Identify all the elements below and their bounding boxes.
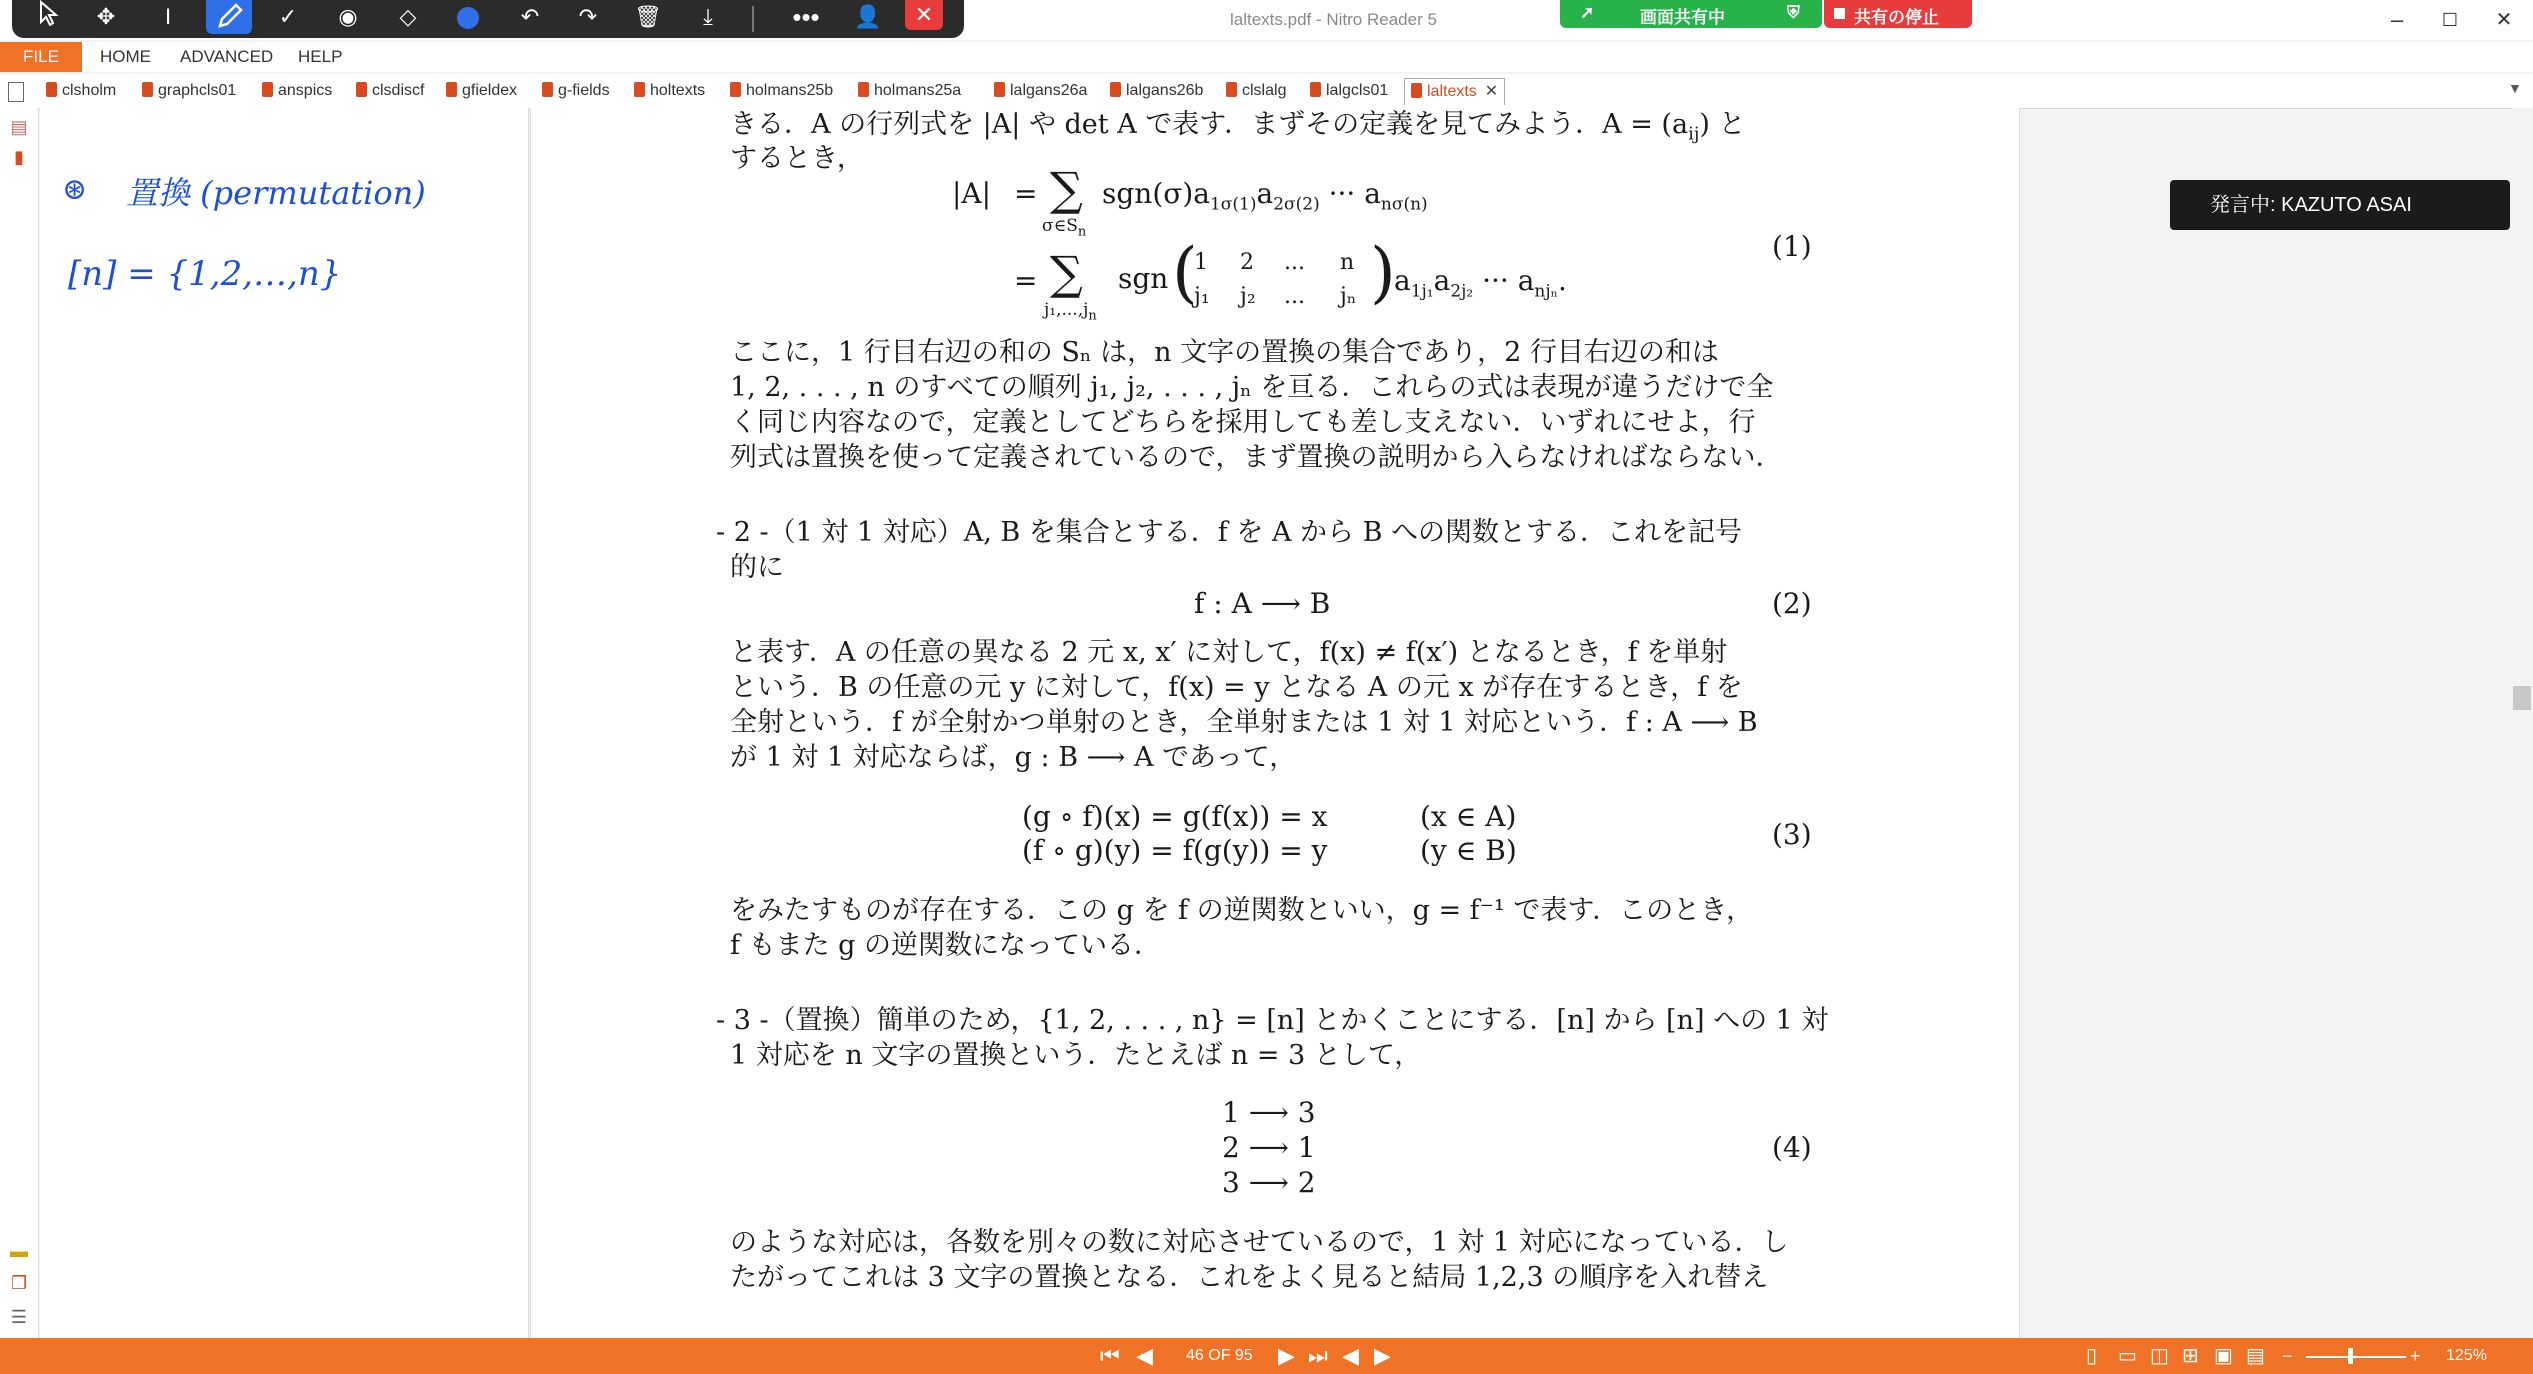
comment-icon[interactable]: ▬ <box>10 1241 28 1261</box>
fit-page-icon[interactable]: ▣ <box>2214 1345 2233 1367</box>
text-line: という．B の任意の元 y に対して，f(x) = y となる A の元 x が存在するとき，f を <box>730 672 1743 703</box>
text-line: 1 対応を n 文字の置換という．たとえば n = 3 として， <box>730 1040 1422 1071</box>
equation-3-line-1: (g ∘ f)(x) = g(f(x)) = x <box>1022 800 1328 833</box>
zoom-in-button[interactable]: + <box>2410 1346 2421 1366</box>
tab-lalgcls01[interactable] <box>1310 78 1388 104</box>
right-paren: ) <box>1370 234 1396 311</box>
tab-label: holmans25b <box>746 82 834 99</box>
tab-holtexts[interactable] <box>634 78 705 104</box>
text-cursor-icon[interactable]: I <box>164 4 172 29</box>
minimize-button[interactable]: – <box>2390 7 2404 32</box>
tab-label: holmans25a <box>874 82 962 99</box>
tab-label: laltexts <box>1427 83 1477 100</box>
pdf-icon <box>1310 82 1321 97</box>
equation-2: f : A ⟶ B <box>1194 587 1331 620</box>
menu-help[interactable]: HELP <box>298 47 343 66</box>
vertical-scrollbar[interactable] <box>2512 108 2533 1338</box>
previous-page-icon[interactable]: ◀ <box>1136 1343 1153 1368</box>
move-icon[interactable]: ✥ <box>96 4 116 29</box>
equation-number-3: (3) <box>1772 818 1812 851</box>
equation-3-cond-2: (y ∈ B) <box>1420 834 1517 867</box>
text-line: く同じ内容なので，定義としてどちらを採用しても差し支えない．いずれにせよ，行 <box>730 407 1756 438</box>
stop-icon <box>1834 8 1845 19</box>
note-line-1: 置換 (permutation) <box>126 174 426 212</box>
tab-label: gfieldex <box>462 82 518 99</box>
download-icon[interactable]: ⤓ <box>703 4 713 29</box>
text-line: 列式は置換を使って定義されているので，まず置換の説明から入らなければならない． <box>730 442 1783 473</box>
equation-3-line-2: (f ∘ g)(y) = f(g(y)) = y <box>1022 834 1328 867</box>
tab-label: graphcls01 <box>158 82 237 99</box>
sum-subscript-2: $j_1,...,j_n$ <box>1044 300 1097 324</box>
equation-number-1: (1) <box>1772 230 1812 263</box>
facing-continuous-view-icon[interactable]: ⊞ <box>2182 1345 2199 1367</box>
equation-number-4: (4) <box>1772 1131 1812 1164</box>
text-line: 的に <box>730 552 784 583</box>
pdf-icon <box>858 82 869 97</box>
tab-lalgans26b[interactable] <box>1110 78 1203 104</box>
left-tool-strip <box>0 108 39 1338</box>
pen-icon <box>206 0 252 34</box>
page-indicator[interactable]: 46 OF 95 <box>1186 1347 1253 1364</box>
text-line: 全射という．f が全射かつ単射のとき，全単射または 1 対 1 対応という．f : A ⟶ B <box>730 707 1758 738</box>
pdf-icon <box>356 82 367 97</box>
trash-icon[interactable]: 🗑 <box>634 4 662 29</box>
tab-holmans25a[interactable] <box>858 78 961 104</box>
screen-share-status[interactable] <box>1560 0 1822 28</box>
facing-view-icon[interactable]: ◫ <box>2150 1345 2169 1367</box>
output-icon[interactable]: ☰ <box>10 1307 28 1327</box>
summation-sign: ∑ <box>1050 162 1083 216</box>
highlighter-icon[interactable]: ◉ <box>338 4 358 29</box>
eq1-row2-tail: $a_{1j_1}a_{2j_2}$ ··· $a_{nj_n}$. <box>1394 264 1567 302</box>
menu-home[interactable]: HOME <box>100 47 151 66</box>
text-line: するとき， <box>730 143 864 174</box>
more-icon[interactable]: ••• <box>792 2 820 32</box>
tab-clsholm[interactable] <box>46 78 116 104</box>
back-view-icon[interactable]: ◀ <box>1342 1343 1359 1368</box>
pen-tool-button[interactable] <box>206 0 252 34</box>
tab-clsdiscf[interactable] <box>356 78 424 104</box>
zoom-level[interactable]: 125% <box>2446 1347 2487 1364</box>
text-line: きる．A の行列式を |A| や det A で表す．まずその定義を見てみよう．$A = (a_{ij})$ と <box>730 109 1746 145</box>
close-toolbar-icon[interactable]: ✕ <box>905 0 943 30</box>
pdf-icon <box>542 82 553 97</box>
note-bullet: ⊛ <box>62 172 88 207</box>
continuous-view-icon[interactable]: ▭ <box>2118 1345 2137 1367</box>
pdf-icon <box>1110 82 1121 97</box>
equation-4-line-2: 2 ⟶ 1 <box>1222 1131 1316 1164</box>
scroll-thumb[interactable] <box>2513 686 2531 710</box>
left-paren: ( <box>1172 234 1198 311</box>
tab-graphcls01[interactable] <box>142 78 236 104</box>
share-status-label: 画面共有中 <box>1640 8 1725 27</box>
stop-sharing-button[interactable] <box>1824 0 1972 28</box>
eq1-row1-rhs: $sgn(\sigma)a_{1\sigma(1)}a_{2\sigma(2)}$ ··· $a_{n\sigma(n)}$ <box>1102 177 1428 215</box>
text-line: ここに，1 行目右辺の和の Sₙ は，n 文字の置換の集合であり，2 行目右辺の和は <box>730 337 1719 368</box>
tab-laltexts[interactable] <box>1404 78 1505 105</box>
text-line: が 1 対 1 対応ならば，g : B ⟶ A であって， <box>730 742 1297 773</box>
eq1-equals: = <box>1014 177 1038 210</box>
speaker-label: 発言中: KAZUTO ASAI <box>2210 194 2412 216</box>
section-heading: - 2 -（1 対 1 対応）A, B を集合とする．f を A から B への関数とする．これを記号 <box>716 517 1743 548</box>
equation-number-2: (2) <box>1772 587 1812 620</box>
note-line-2: [n] = {1,2,…,n} <box>68 254 342 294</box>
sum-subscript: $\sigma\in S_n$ <box>1042 216 1087 240</box>
menu-bar <box>0 42 2533 72</box>
text-line: 1, 2, . . . , n のすべての順列 j₁, j₂, . . . , jₙ を亘る．これらの式は表現が違うだけで全 <box>730 372 1774 403</box>
tab-anspics[interactable] <box>262 78 332 104</box>
maximize-button[interactable]: ☐ <box>2441 10 2459 30</box>
text-line: と表す．A の任意の異なる 2 元 x, x′ に対して，f(x) ≠ f(x′) となるとき，f を単射 <box>730 637 1728 668</box>
user-settings-icon[interactable]: 👤 <box>854 4 882 29</box>
tab-label: lalgans26a <box>1010 82 1088 99</box>
tab-label: lalgcls01 <box>1326 82 1389 99</box>
tab-list-chevron-icon[interactable]: ▼ <box>2508 80 2522 96</box>
window-title: laltexts.pdf - Nitro Reader 5 <box>1230 10 1437 29</box>
redo-icon[interactable]: ↷ <box>578 4 598 29</box>
equation-4-line-1: 1 ⟶ 3 <box>1222 1096 1316 1129</box>
single-page-view-icon[interactable]: ▯ <box>2086 1345 2098 1367</box>
forward-view-icon[interactable]: ▶ <box>1374 1343 1391 1368</box>
close-window-button[interactable]: ✕ <box>2495 9 2513 31</box>
equation-4-line-3: 3 ⟶ 2 <box>1222 1166 1316 1199</box>
fit-width-icon[interactable]: ▤ <box>2246 1345 2265 1367</box>
tab-label: lalgans26b <box>1126 82 1204 99</box>
tab-label: clsholm <box>62 82 117 99</box>
menu-advanced[interactable]: ADVANCED <box>180 47 274 66</box>
pdf-icon <box>730 82 741 97</box>
shield-icon: ⛨ <box>1787 3 1800 22</box>
pdf-icon <box>446 82 457 97</box>
eq1-equals-2: = <box>1014 264 1038 297</box>
color-dot-icon[interactable] <box>457 7 479 29</box>
next-page-icon[interactable]: ▶ <box>1278 1343 1295 1368</box>
text-line: のような対応は，各数を別々の数に対応させているので，1 対 1 対応になっている．し <box>730 1227 1789 1258</box>
last-page-icon[interactable]: ⏭ <box>1308 1343 1328 1368</box>
tab-label: clslalg <box>1242 82 1287 99</box>
section-heading: - 3 -（置換）簡単のため，{1, 2, . . . , n} = [n] とかくことにする．[n] から [n] への 1 対 <box>716 1005 1829 1036</box>
pages-icon[interactable]: ❐ <box>10 1273 28 1293</box>
eraser-icon[interactable]: ◇ <box>399 4 417 29</box>
select-arrow-icon[interactable] <box>26 0 70 34</box>
page-icon[interactable] <box>8 82 24 102</box>
tab-label: holtexts <box>650 82 706 99</box>
pdf-icon <box>46 82 57 97</box>
pdf-icon <box>634 82 645 97</box>
tab-gfieldex[interactable] <box>446 78 517 104</box>
pdf-icon <box>1226 82 1237 97</box>
tab-lalgans26a[interactable] <box>994 78 1087 104</box>
arrow-icon: ➚ <box>1580 3 1595 22</box>
tab-label: anspics <box>278 82 333 99</box>
speaker-indicator <box>2170 180 2510 230</box>
tab-g-fields[interactable] <box>542 78 610 104</box>
equation-3-cond-1: (x ∈ A) <box>1420 800 1517 833</box>
check-icon[interactable]: ✓ <box>278 4 298 29</box>
close-tab-icon[interactable]: ✕ <box>1484 83 1499 100</box>
pdf-icon <box>262 82 273 97</box>
pdf-icon <box>994 82 1005 97</box>
zoom-slider-track[interactable] <box>2306 1356 2406 1358</box>
text-line: をみたすものが存在する．この g を f の逆関数といい，g = f⁻¹ で表す．このとき， <box>730 895 1754 926</box>
tab-label: clsdiscf <box>372 82 425 99</box>
zoom-slider-thumb[interactable] <box>2348 1348 2353 1364</box>
undo-icon[interactable]: ↶ <box>520 4 540 29</box>
tab-holmans25b[interactable] <box>730 78 833 104</box>
tab-label: g-fields <box>558 82 610 99</box>
attachment-icon[interactable]: ▤ <box>10 117 28 137</box>
summation-sign-2: ∑ <box>1050 246 1083 300</box>
eq1-lhs: |A| <box>952 177 992 210</box>
sgn-label: sgn <box>1118 262 1169 295</box>
bookmark-icon[interactable]: ▮ <box>14 147 24 167</box>
toolbar-divider <box>752 6 754 32</box>
text-line: f もまた g の逆関数になっている． <box>730 930 1162 961</box>
first-page-icon[interactable]: ⏮ <box>1100 1343 1120 1368</box>
stop-sharing-label: 共有の停止 <box>1854 8 1939 27</box>
menu-file[interactable]: FILE <box>0 42 82 72</box>
pdf-icon <box>1411 83 1422 98</box>
pdf-icon <box>142 82 153 97</box>
zoom-out-button[interactable]: − <box>2282 1346 2293 1366</box>
tab-clslalg[interactable] <box>1226 78 1286 104</box>
text-line: たがってこれは 3 文字の置換となる．これをよく見ると結局 1,2,3 の順序を入れ替え <box>730 1262 1769 1293</box>
